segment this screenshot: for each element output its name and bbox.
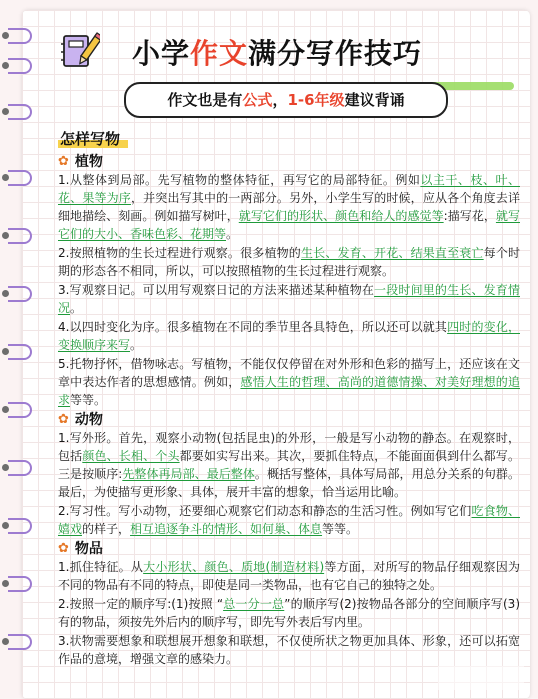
header [58,30,518,74]
subtitle-banner: 作文也是有公式，1-6年级建议背诵 [124,82,448,118]
page-title: 小学作文满分写作技巧 [132,37,423,70]
article-body [58,130,520,669]
category-animals: ✿ 动物 [58,412,103,428]
ring-icon [8,104,32,120]
ring-icon [8,518,32,534]
paragraph: 2.按照一定的顺序写:(1)按照 “总一分一总”的顺序写(2)按物品各部分的空间顺序写(3)有的物品，须按先外后内的顺序写，即先写外表后写内里。 [58,597,520,629]
paragraph: 5.托物抒怀，借物咏志。写植物，不能仅仅停留在对外形和色彩的描写上，还应该在文章中表达作者的思想感情。例如，感悟人生的哲理、高尚的道德情操、对美好理想的追求等等。 [58,357,520,407]
ring-icon [8,228,32,244]
paragraph: 3.写观察日记。可以用写观察日记的方法来描述某种植物在一段时间里的生长、发育情况。 [58,283,520,315]
ring-icon [8,58,32,74]
paragraph: 2.写习性。写小动物，还要细心观察它们动态和静态的生活习性。例如写它们吃食物、嬉戏的样子，相互追逐争斗的情形、如何巢、体息等等。 [58,504,520,536]
paragraph: 1.从整体到局部。先写植物的整体特征，再写它的局部特征。例如以主干、枝、叶、花、果等为序，并突出写其中的一两部分。另外，小学生写的时候，应从各个角度去详细地描绘、刻画。例如描写树叶，就写它们的形状、颜色和给人的感觉等:描写花，就写它们的大小、香味色彩、花期等。 [58,173,520,241]
category-objects: ✿ 物品 [58,541,103,557]
ring-icon [8,28,32,44]
flower-icon: ✿ [58,541,69,556]
paragraph: 4.以四时变化为序。很多植物在不同的季节里各具特色，所以还可以就其四时的变化，变换顺序来写。 [58,320,520,352]
ring-icon [8,634,32,650]
ring-icon [8,460,32,476]
ring-icon [8,402,32,418]
ring-icon [8,170,32,186]
paragraph: 1.抓住特征。从大小形状、颜色、质地(制造材料)等方面，对所写的物品仔细观察因为不同的物品有不同的特点，即使是同一类物品，也有它自己的独特之处。 [58,560,520,592]
ring-icon [8,344,32,360]
section-heading: 怎样写物 [58,130,128,148]
paragraph: 1.写外形。首先，观察小动物(包括昆虫)的外形，一般是写小动物的静态。在观察时，包括颜色、长相、个头都要如实写出来。其次，要抓住特点，不能面面俱到什么都写。三是按顺序:先整体再局部、最后整体。概括写整体，具体写局部，用总分关系的句群。最后，为使描写更形象、具体，展开丰富的想象，恰当运用比喻。 [58,431,520,499]
flower-icon: ✿ [58,154,69,169]
ring-icon [8,286,32,302]
notebook-pencil-icon [60,32,100,70]
ring-icon [8,576,32,592]
category-plants: ✿ 植物 [58,154,103,170]
paragraph: 2.按照植物的生长过程进行观察。很多植物的生长、发育、开花、结果直至衰亡每个时期的形态各不相同，所以，可以按照植物的生长过程进行观察。 [58,246,520,278]
paragraph: 3.状物需要想象和联想展开想象和联想，不仅使所状之物更加具体、形象，还可以拓宽作品的意境，增强文章的感染力。 [58,634,520,666]
watermark [438,666,524,690]
flower-icon: ✿ [58,412,69,427]
